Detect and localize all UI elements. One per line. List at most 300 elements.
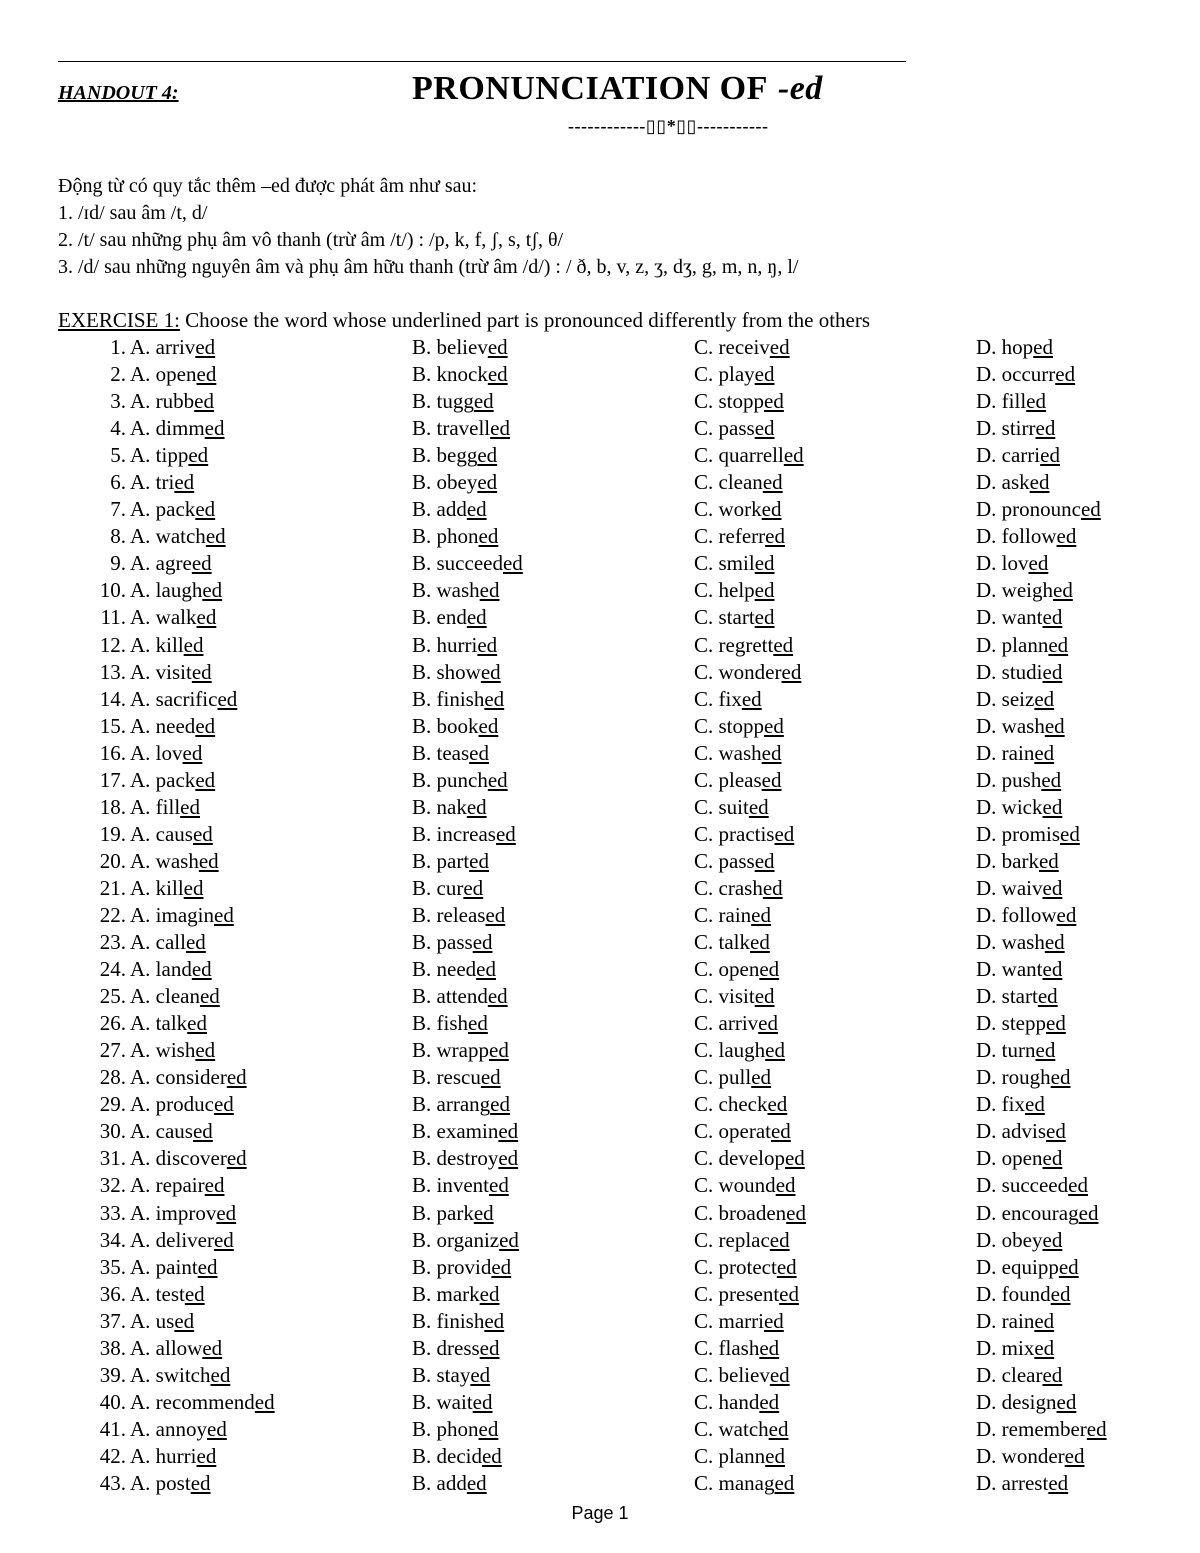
question-number: 42. (99, 1443, 126, 1468)
option-stem: C. protect (694, 1254, 777, 1279)
underlined-ending: ed (763, 1308, 784, 1333)
option-b (412, 523, 498, 550)
option-d (976, 1362, 1062, 1389)
option-d (976, 577, 1073, 604)
question-row (0, 1172, 1200, 1199)
underlined-ending: ed (210, 1362, 231, 1387)
question-row (0, 632, 1200, 659)
question-row (0, 550, 1200, 577)
underlined-ending: ed (754, 416, 775, 441)
option-stem: A. clean (130, 984, 200, 1009)
option-a (130, 983, 220, 1010)
option-stem: D. want (976, 957, 1043, 982)
option-stem: C. stopp (694, 713, 765, 738)
underlined-ending: ed (495, 821, 516, 846)
option-c (694, 469, 783, 496)
question-number: 36. (99, 1281, 126, 1306)
option-d (976, 1308, 1054, 1335)
option-d (976, 821, 1080, 848)
underlined-ending: ed (1034, 1335, 1055, 1360)
option-stem: A. need (130, 713, 196, 738)
underlined-ending: ed (774, 821, 795, 846)
option-stem: A. pack (130, 767, 196, 792)
option-b (412, 740, 489, 767)
option-stem: A. post (130, 1470, 191, 1495)
option-b (412, 1172, 509, 1199)
option-c (694, 902, 771, 929)
option-c (694, 1091, 787, 1118)
option-stem: C. pleas (694, 767, 762, 792)
underlined-ending: ed (754, 984, 775, 1009)
option-stem: B. invent (412, 1173, 489, 1198)
underlined-ending: ed (498, 1119, 519, 1144)
option-b (412, 415, 510, 442)
question-number: 26. (99, 1011, 126, 1036)
option-c (694, 659, 801, 686)
option-stem: B. mark (412, 1281, 480, 1306)
question-number: 12. (99, 632, 126, 657)
question-row (0, 875, 1200, 902)
option-a (130, 956, 212, 983)
underlined-ending: ed (480, 1065, 501, 1090)
option-stem: B. park (412, 1200, 474, 1225)
option-c (694, 442, 804, 469)
option-stem: C. watch (694, 1416, 769, 1441)
option-stem: D. seiz (976, 686, 1035, 711)
underlined-ending: ed (226, 1146, 247, 1171)
underlined-ending: ed (781, 659, 802, 684)
underlined-ending: ed (1044, 713, 1065, 738)
option-a (130, 767, 215, 794)
question-number: 18. (99, 794, 126, 819)
question-row (0, 577, 1200, 604)
option-c (694, 983, 775, 1010)
underlined-ending: ed (779, 1281, 799, 1306)
underlined-ending: ed (1042, 1227, 1063, 1252)
option-b (412, 1037, 509, 1064)
option-stem: A. discover (130, 1146, 227, 1171)
question-row (0, 415, 1200, 442)
underlined-ending: ed (477, 470, 498, 495)
option-stem: B. pass (412, 930, 473, 955)
underlined-ending: ed (1040, 443, 1060, 468)
option-c (694, 1389, 779, 1416)
exercise-heading (58, 308, 870, 333)
option-stem: D. follow (976, 902, 1057, 927)
option-stem: B. phon (412, 524, 479, 549)
option-d (976, 1227, 1062, 1254)
underlined-ending: ed (764, 713, 784, 738)
option-c (694, 1227, 790, 1254)
underlined-ending: ed (1042, 1146, 1063, 1171)
option-d (976, 740, 1054, 767)
question-row (0, 442, 1200, 469)
option-stem: B. examin (412, 1119, 499, 1144)
underlined-ending: ed (759, 1389, 780, 1414)
underlined-ending: ed (1080, 497, 1101, 522)
underlined-ending: ed (180, 794, 200, 819)
underlined-ending: ed (195, 497, 216, 522)
underlined-ending: ed (765, 1443, 785, 1468)
underlined-ending: ed (1042, 659, 1063, 684)
underlined-ending: ed (489, 1173, 509, 1198)
option-stem: B. stay (412, 1362, 471, 1387)
option-stem: D. occurr (976, 362, 1056, 387)
option-c (694, 334, 790, 361)
question-number: 2. (110, 362, 126, 387)
question-number: 11. (100, 605, 126, 630)
option-b (412, 1227, 519, 1254)
option-c (694, 604, 775, 631)
option-a (130, 1389, 275, 1416)
option-a (130, 902, 234, 929)
option-stem: C. play (694, 362, 755, 387)
option-c (694, 875, 783, 902)
underlined-ending: ed (487, 362, 508, 387)
option-stem: C. believ (694, 1362, 770, 1387)
underlined-ending: ed (1033, 335, 1053, 359)
underlined-ending: ed (1038, 848, 1059, 873)
underlined-ending: ed (468, 1011, 488, 1036)
underlined-ending: ed (767, 1092, 788, 1117)
option-stem: A. wish (130, 1038, 196, 1063)
option-stem: A. pack (130, 497, 196, 522)
question-number: 41. (99, 1416, 126, 1441)
option-stem: D. encourag (976, 1200, 1079, 1225)
question-number: 31. (99, 1146, 126, 1171)
underlined-ending: ed (776, 1254, 797, 1279)
option-stem: B. punch (412, 767, 488, 792)
option-stem: C. wash (694, 740, 762, 765)
option-a (130, 794, 200, 821)
underlined-ending: ed (769, 335, 790, 359)
question-row (0, 740, 1200, 767)
option-a (130, 1308, 194, 1335)
underlined-ending: ed (1042, 957, 1063, 982)
option-d (976, 686, 1054, 713)
option-stem: B. book (412, 713, 479, 738)
option-stem: C. fix (694, 686, 742, 711)
question-number: 10. (99, 578, 126, 603)
option-c (694, 1470, 794, 1497)
option-b (412, 1010, 488, 1037)
question-row (0, 361, 1200, 388)
question-row (0, 983, 1200, 1010)
option-b (412, 1416, 498, 1443)
option-c (694, 1064, 771, 1091)
question-row (0, 1200, 1200, 1227)
underlined-ending: ed (214, 902, 234, 927)
underlined-ending: ed (761, 767, 782, 792)
question-number: 1. (110, 335, 126, 359)
option-stem: D. waiv (976, 875, 1043, 900)
underlined-ending: ed (204, 1173, 225, 1198)
underlined-ending: ed (207, 1416, 227, 1441)
underlined-ending: ed (768, 1416, 789, 1441)
underlined-ending: ed (188, 443, 209, 468)
underlined-ending: ed (1042, 1362, 1063, 1387)
option-c (694, 1118, 791, 1145)
question-row (0, 659, 1200, 686)
option-c (694, 1362, 790, 1389)
option-c (694, 686, 762, 713)
option-stem: A. dimm (130, 416, 205, 441)
option-d (976, 361, 1075, 388)
option-b (412, 929, 493, 956)
option-a (130, 632, 204, 659)
question-row (0, 469, 1200, 496)
underlined-ending: ed (466, 794, 487, 819)
exercise-instruction: Choose the word whose underlined part is pronounced differently from the others (179, 308, 871, 332)
option-a (130, 1443, 216, 1470)
option-stem: B. show (412, 659, 481, 684)
option-b (412, 983, 508, 1010)
underlined-ending: ed (769, 1227, 790, 1252)
option-stem: B. organiz (412, 1227, 500, 1252)
underlined-ending: ed (783, 443, 804, 468)
option-stem: D. arrest (976, 1470, 1049, 1495)
underlined-ending: ed (195, 767, 216, 792)
underlined-ending: ed (477, 632, 498, 657)
underlined-ending: ed (754, 551, 775, 576)
option-a (130, 1064, 247, 1091)
underlined-ending: ed (1037, 984, 1058, 1009)
option-c (694, 1010, 778, 1037)
underlined-ending: ed (472, 1389, 493, 1414)
option-stem: A. allow (130, 1335, 203, 1360)
question-row (0, 1010, 1200, 1037)
option-b (412, 632, 497, 659)
option-stem: C. receiv (694, 335, 770, 359)
option-stem: C. flash (694, 1335, 760, 1360)
option-c (694, 1254, 797, 1281)
option-stem: D. design (976, 1389, 1057, 1414)
underlined-ending: ed (769, 1362, 790, 1387)
underlined-ending: ed (1048, 1470, 1069, 1495)
option-stem: A. call (130, 930, 186, 955)
option-c (694, 415, 775, 442)
underlined-ending: ed (1034, 1308, 1055, 1333)
option-stem: B. begg (412, 443, 478, 468)
option-stem: A. recommend (130, 1389, 255, 1414)
option-stem: A. wash (130, 848, 199, 873)
option-b (412, 767, 508, 794)
question-row (0, 794, 1200, 821)
option-b (412, 1389, 493, 1416)
option-c (694, 1037, 785, 1064)
underlined-ending: ed (485, 902, 506, 927)
option-stem: A. sacrific (130, 686, 218, 711)
question-row (0, 1091, 1200, 1118)
question-number: 5. (110, 443, 126, 468)
option-stem: D. rain (976, 740, 1035, 765)
option-stem: C. marri (694, 1308, 764, 1333)
intro-line: 1. /ɪd/ sau âm /t, d/ (58, 202, 208, 224)
option-stem: C. quarrell (694, 443, 784, 468)
underlined-ending: ed (213, 1092, 234, 1117)
option-a (130, 442, 208, 469)
option-stem: C. manag (694, 1470, 775, 1495)
underlined-ending: ed (487, 767, 508, 792)
option-stem: A. lov (130, 740, 183, 765)
option-stem: D. studi (976, 659, 1043, 684)
option-stem: B. attend (412, 984, 488, 1009)
underlined-ending: ed (196, 605, 217, 630)
question-number: 39. (99, 1362, 126, 1387)
option-stem: B. finish (412, 1308, 485, 1333)
underlined-ending: ed (499, 1227, 519, 1252)
option-stem: A. land (130, 957, 192, 982)
option-d (976, 1443, 1084, 1470)
option-stem: C. practis (694, 821, 775, 846)
question-row (0, 956, 1200, 983)
option-d (976, 1091, 1045, 1118)
option-stem: D. wash (976, 930, 1045, 955)
option-d (976, 1281, 1071, 1308)
question-row (0, 1064, 1200, 1091)
option-b (412, 577, 500, 604)
underlined-ending: ed (1060, 821, 1080, 846)
option-stem: B. fish (412, 1011, 469, 1036)
question-row (0, 334, 1200, 361)
underlined-ending: ed (1068, 1173, 1088, 1198)
underlined-ending: ed (754, 605, 775, 630)
option-d (976, 388, 1046, 415)
option-b (412, 550, 523, 577)
option-a (130, 1118, 213, 1145)
option-b (412, 334, 508, 361)
option-d (976, 1254, 1079, 1281)
option-stem: D. lov (976, 551, 1029, 576)
question-number: 21. (99, 875, 126, 900)
option-stem: A. produc (130, 1092, 214, 1117)
option-b (412, 1145, 518, 1172)
underlined-ending: ed (196, 1443, 217, 1468)
option-stem: B. destroy (412, 1146, 499, 1171)
option-stem: D. wick (976, 794, 1043, 819)
option-stem: B. finish (412, 686, 485, 711)
underlined-ending: ed (174, 470, 195, 495)
question-row (0, 902, 1200, 929)
underlined-ending: ed (205, 524, 226, 549)
underlined-ending: ed (254, 1389, 275, 1414)
underlined-ending: ed (196, 362, 217, 387)
option-stem: A. deliver (130, 1227, 214, 1252)
option-stem: D. push (976, 767, 1042, 792)
question-number: 23. (99, 930, 126, 955)
option-stem: A. annoy (130, 1416, 207, 1441)
option-stem: C. suit (694, 794, 749, 819)
underlined-ending: ed (183, 632, 204, 657)
question-number: 19. (99, 821, 126, 846)
underlined-ending: ed (479, 1335, 500, 1360)
underlined-ending: ed (199, 984, 220, 1009)
underlined-ending: ed (466, 497, 487, 522)
underlined-ending: ed (502, 551, 523, 576)
underlined-ending: ed (762, 875, 783, 900)
option-c (694, 1145, 805, 1172)
underlined-ending: ed (1034, 740, 1055, 765)
question-number: 7. (110, 497, 126, 522)
underlined-ending: ed (1078, 1200, 1099, 1225)
exercise-label: EXERCISE 1: (58, 308, 180, 332)
option-d (976, 334, 1053, 361)
underlined-ending: ed (1046, 1011, 1066, 1036)
underlined-ending: ed (1025, 1092, 1045, 1117)
question-number: 8. (110, 524, 126, 549)
title-main: PRONUNCIATION OF (412, 70, 768, 107)
option-c (694, 1172, 796, 1199)
option-stem: B. increas (412, 821, 496, 846)
option-b (412, 848, 489, 875)
underlined-ending: ed (751, 902, 771, 927)
underlined-ending: ed (491, 1254, 512, 1279)
underlined-ending: ed (1035, 416, 1056, 441)
underlined-ending: ed (1064, 1443, 1085, 1468)
option-d (976, 794, 1062, 821)
option-d (976, 848, 1059, 875)
underlined-ending: ed (498, 1146, 519, 1171)
option-a (130, 496, 215, 523)
option-stem: C. visit (694, 984, 755, 1009)
underlined-ending: ed (191, 659, 212, 684)
underlined-ending: ed (213, 1227, 234, 1252)
underlined-ending: ed (786, 1200, 806, 1225)
option-stem: B. knock (412, 362, 488, 387)
option-b (412, 875, 483, 902)
option-b (412, 1308, 504, 1335)
option-a (130, 1281, 205, 1308)
option-stem: A. agre (130, 551, 192, 576)
option-d (976, 1335, 1054, 1362)
question-number: 6. (110, 470, 126, 495)
option-a (130, 1254, 217, 1281)
option-stem: D. ask (976, 470, 1030, 495)
underlined-ending: ed (1042, 875, 1063, 900)
option-b (412, 956, 496, 983)
underlined-ending: ed (770, 1119, 791, 1144)
option-stem: D. wonder (976, 1443, 1065, 1468)
option-d (976, 902, 1076, 929)
question-row (0, 1037, 1200, 1064)
option-stem: D. advis (976, 1119, 1046, 1144)
option-c (694, 1281, 799, 1308)
underlined-ending: ed (759, 957, 780, 982)
underlined-ending: ed (473, 389, 494, 414)
question-number: 43. (99, 1470, 126, 1495)
option-stem: A. laugh (130, 578, 203, 603)
option-stem: A. repair (130, 1173, 205, 1198)
option-stem: B. wash (412, 578, 480, 603)
underlined-ending: ed (1042, 605, 1063, 630)
option-stem: D. want (976, 605, 1043, 630)
underlined-ending: ed (184, 1281, 205, 1306)
underlined-ending: ed (476, 957, 496, 982)
option-d (976, 1118, 1066, 1145)
option-stem: D. equipp (976, 1254, 1059, 1279)
option-stem: A. visit (130, 659, 192, 684)
option-a (130, 361, 216, 388)
option-d (976, 469, 1050, 496)
option-stem: B. hurri (412, 632, 478, 657)
option-stem: A. rubb (130, 389, 195, 414)
underlined-ending: ed (191, 957, 212, 982)
option-d (976, 496, 1101, 523)
underlined-ending: ed (773, 632, 794, 657)
option-stem: A. tipp (130, 443, 189, 468)
underlined-ending: ed (487, 335, 508, 359)
underlined-ending: ed (750, 930, 770, 955)
